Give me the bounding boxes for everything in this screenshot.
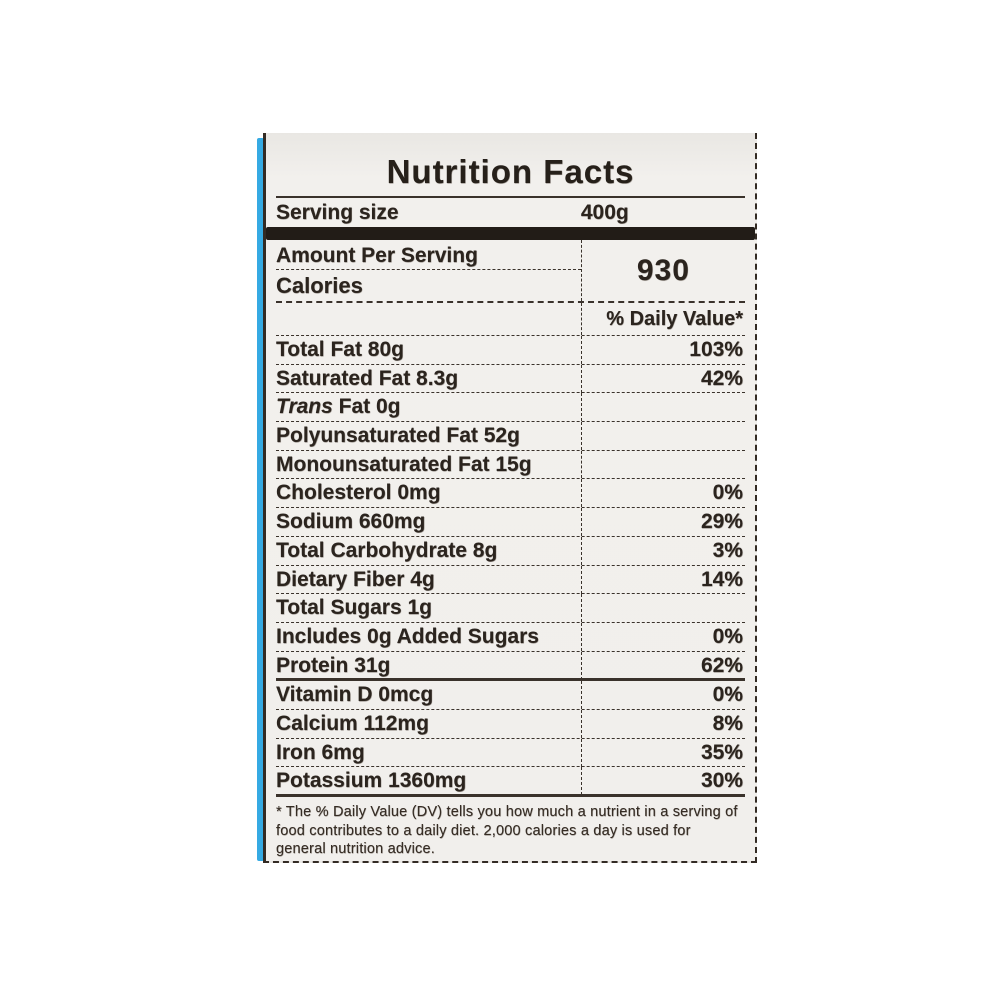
nutrient-name: Polyunsaturated Fat 52g [276, 424, 520, 448]
nutrient-daily-value: 62% [581, 652, 745, 680]
nutrient-daily-value [581, 422, 745, 450]
calories-value: 930 [581, 240, 745, 301]
nutrient-name: Total Sugars 1g [276, 596, 432, 620]
nutrient-name: Iron 6mg [276, 740, 365, 764]
nutrient-name: Protein 31g [276, 653, 391, 677]
trans-italic-word: Trans [276, 395, 333, 419]
calories-left-column [276, 240, 581, 301]
nutrient-daily-value: 3% [581, 537, 745, 565]
nutrient-name: Cholesterol 0mg [276, 481, 441, 505]
daily-value-header: % Daily Value* [581, 303, 745, 335]
daily-value-header-spacer [276, 303, 581, 335]
nutrient-row-added-sugars [276, 623, 745, 652]
nutrient-row-polyunsaturated-fat [276, 422, 745, 451]
daily-value-header-row [276, 303, 745, 336]
nutrient-row-total-carbohydrate [276, 537, 745, 566]
calories-label: Calories [276, 273, 363, 298]
serving-size-row [276, 198, 745, 227]
nutrient-name: Calcium 112mg [276, 711, 429, 735]
nutrient-daily-value: 42% [581, 365, 745, 393]
nutrient-name: Dietary Fiber 4g [276, 567, 435, 591]
trans-rest: Fat 0g [332, 395, 401, 419]
nutrient-name: Saturated Fat 8.3g [276, 366, 459, 390]
nutrient-name: Includes 0g Added Sugars [276, 624, 539, 648]
nutrient-row-monounsaturated-fat [276, 451, 745, 480]
nutrient-name [276, 393, 581, 421]
nutrient-row-calcium [276, 710, 745, 739]
calories-section [276, 240, 745, 303]
nutrient-row-total-sugars [276, 594, 745, 623]
nutrient-row-dietary-fiber [276, 566, 745, 595]
nutrient-daily-value [581, 393, 745, 421]
label-title: Nutrition Facts [386, 153, 635, 190]
thick-separator-bar [266, 227, 755, 240]
nutrient-daily-value: 30% [581, 767, 745, 795]
nutrient-name: Monounsaturated Fat 15g [276, 452, 532, 476]
nutrient-daily-value [581, 451, 745, 479]
nutrient-row-saturated-fat [276, 365, 745, 394]
serving-size-label: Serving size [276, 201, 399, 224]
daily-value-footnote: * The % Daily Value (DV) tells you how much a nutrient in a serving of food contributes to a daily diet. 2,000 calories a day is used for general nutrition advice. [276, 804, 738, 858]
nutrient-row-protein [276, 652, 745, 682]
nutrient-name: Total Carbohydrate 8g [276, 538, 498, 562]
nutrient-name: Sodium 660mg [276, 510, 426, 534]
nutrient-name: Total Fat 80g [276, 338, 404, 361]
nutrient-row-total-fat [276, 336, 745, 365]
nutrient-daily-value: 29% [581, 508, 745, 536]
nutrient-daily-value: 8% [581, 710, 745, 738]
nutrient-daily-value: 0% [581, 681, 745, 709]
nutrient-daily-value: 103% [581, 336, 745, 364]
nutrient-row-cholesterol [276, 479, 745, 508]
nutrient-daily-value: 0% [581, 623, 745, 651]
nutrient-name: Potassium 1360mg [276, 769, 467, 793]
nutrient-daily-value [581, 594, 745, 622]
nutrient-daily-value: 0% [581, 479, 745, 507]
nutrient-row-vitamin-d [276, 681, 745, 710]
serving-size-value: 400g [580, 201, 629, 224]
nutrient-row-trans-fat [276, 393, 745, 422]
nutrient-daily-value: 14% [581, 566, 745, 594]
amount-per-serving-label: Amount Per Serving [276, 242, 581, 270]
nutrient-row-sodium [276, 508, 745, 537]
nutrition-facts-label [263, 133, 757, 863]
nutrient-row-iron [276, 739, 745, 768]
nutrient-name: Vitamin D 0mcg [276, 683, 434, 707]
nutrient-row-potassium [276, 767, 745, 797]
nutrient-daily-value: 35% [581, 739, 745, 767]
